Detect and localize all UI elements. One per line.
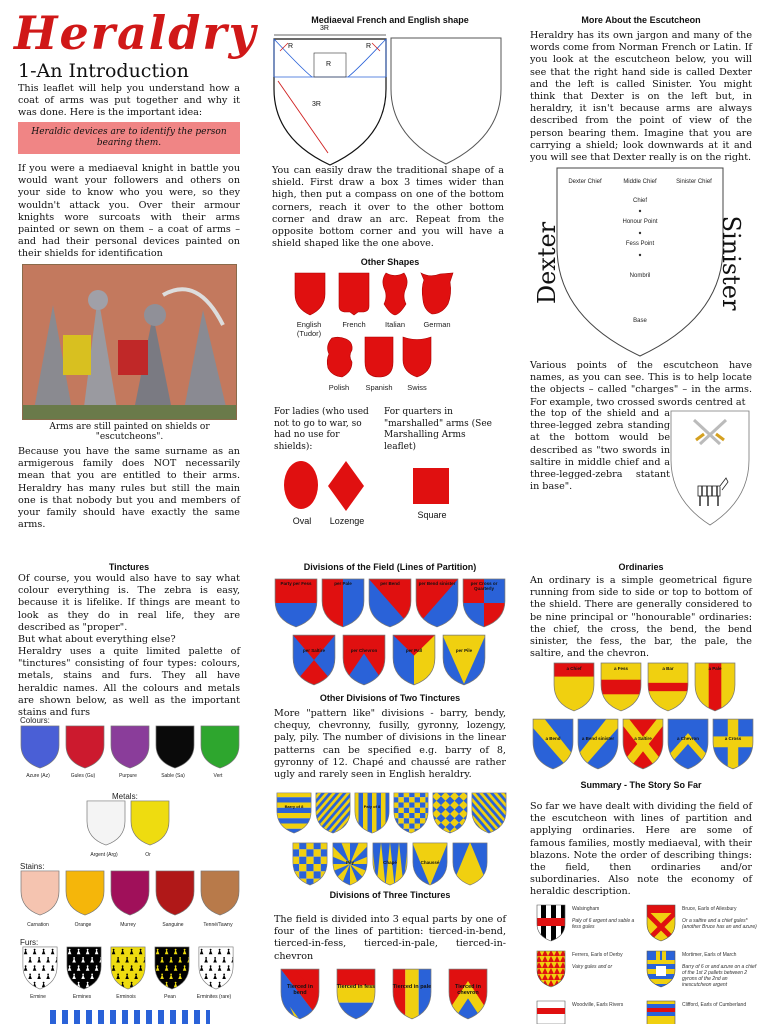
swords-zebra-shield [670,410,750,526]
stain-orange-shield [65,870,105,916]
fur-erminites-rare-shield [198,946,234,990]
pattern-2-shield [315,792,351,834]
three-tierced-in-fess-shield [336,968,376,1020]
ordinary-a-saltire-shield [622,718,664,770]
pattern-divisions-row-1 [276,792,510,836]
three-tierced-in-bend-label: Tierced in bend [287,984,313,996]
page-subtitle: 1-An Introduction [18,60,189,82]
metals-label: Metals: [112,792,138,801]
tinctures-heading: Tinctures [108,562,150,572]
dexter-chief-label: Dexter Chief [568,179,602,185]
shield-construction-diagram [272,25,388,167]
pattern-6-shield [471,792,507,834]
fur-erminites-rare-label: Erminites (rare) [196,994,232,1000]
bruce-name: Bruce, Earls of Ailesbury [682,906,737,912]
other-divisions-heading: Other Divisions of Two Tinctures [319,693,461,703]
division-per-bend-sinister-label: per Bend sinister [418,581,456,586]
three-tinctures-text: The field is divided into 3 equal parts by one of four of the lines of partition: tierced-in-bend, tierced-in-fess, tierced-in-pale, tierced-in-chevron [274,914,506,962]
three-tierced-in-fess-label: Tierced in fess [336,984,376,990]
divisions-row-1 [274,578,508,630]
metal-or-shield [130,800,170,846]
division-per-cross-or-quarterly-label: per Cross or Quarterly [470,581,498,591]
division-per-pall-shield [392,634,436,686]
colour-azure-az-shield [20,725,60,769]
plain-shield-outline [390,37,502,165]
furs-row [18,946,242,1006]
colour-vert-label: Vert [213,773,223,779]
page-title: Heraldry [14,6,258,60]
ordinary-a-chevron-label: a Chevron [676,736,699,741]
stain-murrey-label: Murrey [120,922,136,928]
colour-vert-shield [200,725,240,769]
division-per-saltire-label: per Saltire [302,648,325,653]
stain-sanguine-shield [155,870,195,916]
ordinary-a-bend-shield [532,718,574,770]
label-3r-top: 3R [320,25,329,32]
walsingham-arms [536,904,566,942]
honour-point-label: Honour Point [622,219,658,225]
shield-drawing-paragraph: You can easily draw the traditional shape of a shield. First draw a box 3 times wider than high, then put a compass on one of the bottom corners, reach it over to the other bottom corner and draw an arc. Repeat from the opposite bottom corner and you will have a shield shaped like the one above. [272,165,504,250]
charges-paragraph-b: the top of the shield and a three-legged zebra standing at the bottom would be described as "two swords in saltire in middle chief and a three-legged-zebra statant in base". [530,408,670,493]
dexter-label: Dexter [533,221,561,305]
summary-paragraph: So far we have dealt with dividing the field of the escutcheon with lines of partition and applying ordinaries. Here are some of famous families, mostly mediaeval, with their blazons. Note the order of describing things: the field, then ordinaries and/or subordinaries. Also note the economy of heraldic description. [530,801,752,898]
spanish-label: Spanish [365,383,393,392]
colour-purpure-label: Purpure [119,773,137,779]
division-per-pile-label: per Pile [455,648,473,653]
tinctures-p3: Heraldry uses a quite limited palette of "tinctures" consisting of four types: colours, metals, stains and furs. They all have heraldic names. All the colours and metals are shown below, as well as the important stains and furs [18,646,240,719]
pattern-3-shield [354,792,390,834]
colours-label: Colours: [20,716,50,725]
pattern-9-label: Chapé [383,860,397,865]
pattern-1-shield [276,792,312,834]
pattern-10-label: Chaussé [420,860,440,865]
ordinary-a-bend-label: a Bend [545,736,561,741]
three-tierced-in-pale-label: Tierced in pale [392,984,432,990]
base-label: Base [633,318,647,324]
clifford-name: Clifford, Earls of Cumberland [682,1002,747,1008]
vair-strip [50,1010,210,1024]
other-divisions-text: More "pattern like" divisions - barry, bendy, chequy, chevronny, fusilly, gyronny, lozengy, paly, pily. The number of divisions in the linear patterns can be specified e.g. barry of 8, gyronny of 12. Chapé and chaussé are rather ugly and rarely seen in English heraldry. [274,708,506,781]
fur-ermine-shield [22,946,58,990]
ordinary-a-pale-label: a Pale [708,666,722,671]
fess-point-label: Fess Point [625,241,655,247]
mediaeval-battle-image [22,264,237,420]
division-party-per-fess-label: Party per Fess [280,581,312,586]
stains-label: Stains: [20,862,45,871]
ordinary-a-bar-label: a Bar [662,666,674,671]
english-shape [294,272,326,316]
italian-label: Italian [384,320,405,329]
woodville-arms [536,1000,566,1024]
shield-shapes-grid [272,272,508,397]
colour-sable-sa-label: Sable (Sa) [161,773,185,779]
lozenge-shape [327,460,365,512]
woodville-name: Woodville, Earls Rivers [572,1002,624,1008]
ferrers-name: Ferrers, Earls of Derby [572,952,623,958]
escutcheon-heading: More About the Escutcheon [581,15,701,25]
label-r-right: R [366,43,372,50]
escutcheon-paragraph: Heraldry has its own jargon and many of the words come from Norman French or Latin. If you look at the escutcheon below, you will see that the right hand side is called Dexter and the left is called Sinister. You might think that Dexter is on the left but, in heraldry, it isn't because arms are always described from the point of view of the person bearing them. Imagine that you are carrying a shield; look downwards at it and you will see that Dexter really is on the right. [530,30,752,164]
ordinary-a-chevron-shield [667,718,709,770]
ladies-text: For ladies (who used not to go to war, so had no use for shields): [274,407,369,452]
ordinaries-row-2 [532,718,754,772]
nombril-label: Nombril [629,273,651,279]
pattern-11-shield [452,842,488,886]
german-shape [420,272,454,316]
colour-azure-az-label: Azure (Az) [26,773,50,779]
shape-heading: Mediaeval French and English shape [311,15,469,25]
stain-sanguine-label: Sanguine [162,922,184,928]
three-tinctures-heading: Divisions of Three Tinctures [329,890,451,900]
quarters-text: For quarters in "marshalled" arms (See Marshalling Arms leaflet) [384,407,492,452]
french-label: French [342,320,366,329]
stain-tenn-tawny-shield [200,870,240,916]
ordinaries-paragraph: An ordinary is a simple geometrical figure running from side to side or top to bottom of the shield. There are generally considered to be nine principal or "honourable" ordinaries: the chief, the cross, the bend, the bend sinister, the fess, the bar, the pale, the saltire, and the chevron. [530,575,752,660]
swiss-shape [402,336,432,378]
pattern-4-shield [393,792,429,834]
pattern-3-label: Paly of 8 [363,804,381,809]
division-per-saltire-shield [292,634,336,686]
walsingham-name: Walsingham [572,906,600,912]
division-per-chevron-shield [342,634,386,686]
image-caption: Arms are still painted on shields or "escutcheons". [49,422,210,442]
fur-ermines-shield [66,946,102,990]
ordinaries-heading: Ordinaries [618,562,664,572]
clifford-arms [646,1000,676,1024]
pattern-divisions-row-2 [292,842,492,888]
stain-tenn-tawny-label: Tenné/Tawny [203,922,233,928]
fur-erminois-shield [110,946,146,990]
fur-ermines-label: Ermines [72,994,92,1000]
tinctures-p1: Of course, you would also have to say what colour everything is. The zebra is easy, because it is lifelike. If things are meant to look as they do in real life, they are described as "proper". [18,573,240,633]
bruce-arms [646,904,676,942]
ferrers-arms [536,950,566,988]
three-tierced-in-chevron-label: Tierced in chevron [455,984,481,996]
knight-paragraph: If you were a mediaeval knight in battle you would want your followers and others on your side to know who you were, so they wouldn't attack you. Over their armour knights wore surcoats with their arms painted or sewn on them – a coat of arms – and had their personal devices painted on their shields for identification [18,163,240,260]
mortimer-blazon: Barry of 6 or and azure on a chief of the 1st 2 pallets between 2 gyrons of the 2nd an inescutcheon argent [682,964,757,988]
division-per-pile-shield [442,634,486,686]
mortimer-arms [646,950,676,988]
colour-gules-gu-label: Gules (Gu) [70,773,96,779]
polish-shape [324,336,354,378]
pattern-7-shield [292,842,328,886]
english-label: English (Tudor) [296,320,322,338]
other-shapes-heading: Other Shapes [360,257,420,267]
polish-label: Polish [328,383,350,392]
division-per-pall-label: per Pall [405,648,423,653]
divisions-heading: Divisions of the Field (Lines of Partition) [303,562,477,572]
mortimer-name: Mortimer, Earls of March [682,952,737,958]
three-tinctures-row [280,966,506,1024]
ferrers-blazon: Vairy gules and or [572,964,613,970]
oval-shape [283,460,319,510]
square-shape [413,468,449,504]
division-per-bend-label: per Bend [380,581,400,586]
three-tierced-in-pale-shield [392,968,432,1020]
chief-label: Chief [632,198,647,204]
division-per-pale-label: per Pale [334,581,352,586]
colour-sable-sa-shield [155,725,195,769]
intro-text: This leaflet will help you understand how a coat of arms was put together and why it was done. Here is the important idea: [18,83,240,119]
division-per-chevron-label: per Chevron [350,648,378,653]
fur-pean-label: Pean [164,994,176,1000]
tinctures-p2: But what about everything else? [18,634,176,645]
ordinary-a-cross-label: a Cross [724,736,742,741]
middle-chief-label: Middle Chief [623,179,657,185]
pattern-5-shield [432,792,468,834]
stain-carnation-shield [20,870,60,916]
family-arms-grid [530,902,760,1024]
escutcheon-points-diagram [520,163,760,359]
colour-gules-gu-shield [65,725,105,769]
label-3r-diagonal: 3R [312,101,321,108]
label-r-center: R [326,61,332,68]
spanish-shape [364,336,394,378]
surname-paragraph: Because you have the same surname as an armigerous family does NOT necessarily mean that you are entitled to their arms. Heraldry has many rules but still the main one is that nobody but you and members of your family should have exactly the same arms. [18,446,240,531]
metal-argent-arg-shield [86,800,126,846]
italian-shape [380,272,410,316]
furs-label: Furs: [20,938,39,947]
square-label: Square [417,510,447,520]
fur-erminois-label: Erminois [116,994,136,1000]
fur-pean-shield [154,946,190,990]
lozenge-label: Lozenge [329,516,365,526]
french-shape [338,272,370,316]
stains-row [18,870,242,932]
ordinary-a-fess-label: a Fess [613,666,628,671]
divisions-row-2 [292,634,492,688]
pattern-1-label: Barry of 8 [284,804,304,809]
summary-heading: Summary - The Story So Far [580,780,702,790]
label-r-left: R [288,43,294,50]
fur-ermine-label: Ermine [30,994,46,1000]
metal-argent-arg-label: Argent (Arg) [90,852,118,858]
key-idea-note: Heraldic devices are to identify the person bearing them. [18,122,240,154]
bruce-blazon: Or a saltire and a chief gules* (another Bruce has an and azure) [682,918,757,930]
metal-or-label: Or [145,852,151,858]
sinister-chief-label: Sinister Chief [676,179,712,185]
stain-orange-label: Orange [74,922,92,928]
colours-row [18,725,242,785]
ordinary-a-saltire-label: a Saltire [634,736,652,741]
ordinary-a-bend-sinister-label: a Bend sinister [581,736,615,741]
ordinary-a-cross-shield [712,718,754,770]
sinister-label: Sinister [717,215,745,311]
walsingham-blazon: Paly of 6 argent and sable a fess gules [572,918,635,930]
stain-carnation-label: Carnation [27,922,49,928]
pattern-8-label: Pily [345,860,354,865]
swiss-label: Swiss [407,383,427,392]
ordinary-a-bend-sinister-shield [577,718,619,770]
metals-row [84,800,174,862]
stain-murrey-shield [110,870,150,916]
german-label: German [423,320,451,329]
oval-label: Oval [292,516,312,526]
colour-purpure-shield [110,725,150,769]
charges-paragraph-a: Various points of the escutcheon have names, as you can see. This is to help locate the objects – called "charges" – in the arms. For example, two crossed swords centred at [530,360,752,408]
ordinary-a-chief-label: a Chief [566,666,582,671]
ordinaries-row-1 [553,662,743,714]
